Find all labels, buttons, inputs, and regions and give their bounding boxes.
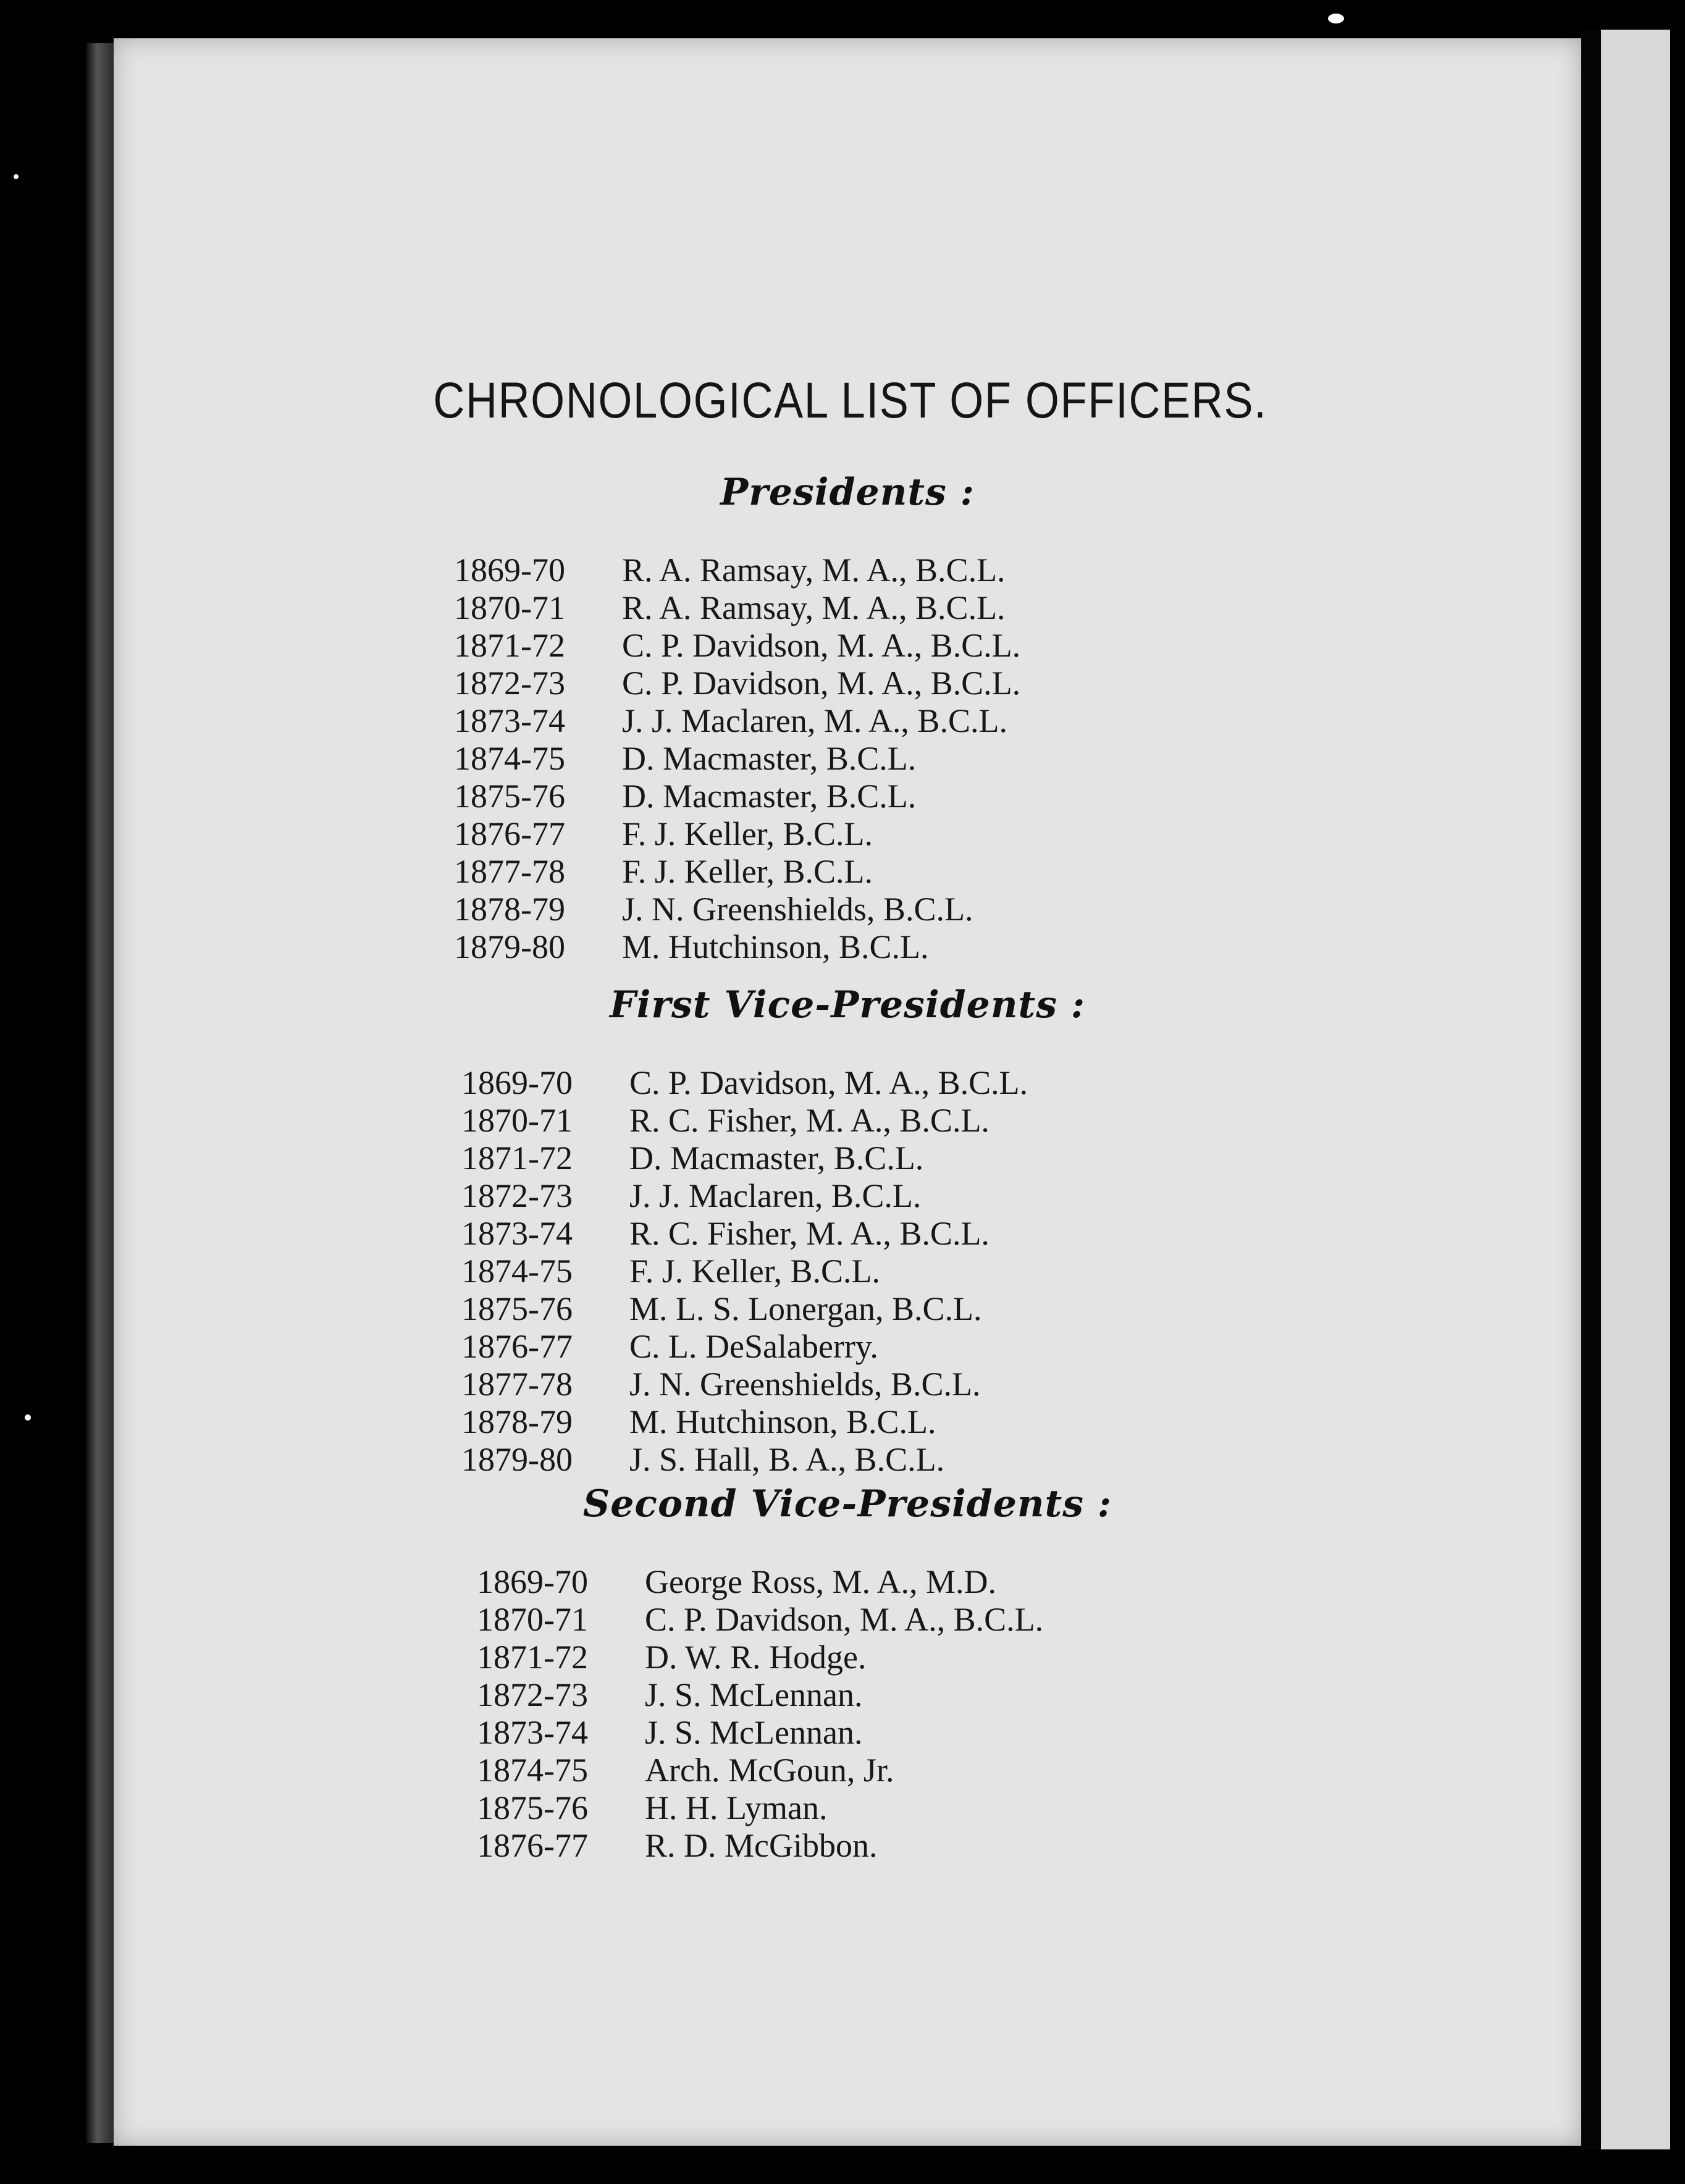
officer-name: J. S. Hall, B. A., B.C.L. — [629, 1441, 945, 1478]
officer-row — [454, 815, 1581, 852]
officer-row — [461, 1403, 1581, 1440]
officer-name: D. Macmaster, B.C.L. — [629, 1140, 924, 1177]
term-years: 1879-80 — [461, 1441, 573, 1478]
officer-row — [454, 664, 1581, 702]
officer-name: F. J. Keller, B.C.L. — [629, 1253, 881, 1290]
term-years: 1872-73 — [477, 1676, 588, 1713]
document-page — [114, 38, 1581, 2146]
officer-name: C. P. Davidson, M. A., B.C.L. — [622, 627, 1021, 664]
section-heading: Presidents : — [720, 471, 975, 514]
officer-row — [454, 626, 1581, 664]
term-years: 1877-78 — [454, 853, 565, 890]
officer-row — [461, 1440, 1581, 1478]
officer-row — [454, 702, 1581, 739]
scan-speck — [14, 174, 19, 179]
term-years: 1869-70 — [477, 1563, 588, 1600]
officer-name: C. P. Davidson, M. A., B.C.L. — [622, 665, 1021, 702]
officer-row — [477, 1676, 1581, 1713]
officer-row — [477, 1751, 1581, 1789]
officer-row — [461, 1139, 1581, 1177]
term-years: 1873-74 — [461, 1215, 573, 1252]
officer-row — [461, 1252, 1581, 1290]
officer-name: R. D. McGibbon. — [645, 1827, 878, 1864]
officer-row — [454, 777, 1581, 815]
presidents-section — [114, 471, 1581, 965]
term-years: 1876-77 — [461, 1328, 573, 1365]
page-title: CHRONOLOGICAL LIST OF OFFICERS. — [433, 372, 1267, 429]
officer-name: D. Macmaster, B.C.L. — [622, 740, 917, 777]
first-vice-presidents-section — [114, 983, 1581, 1478]
officer-row — [461, 1101, 1581, 1139]
officer-row — [454, 589, 1581, 626]
officer-name: J. J. Maclaren, B.C.L. — [629, 1177, 922, 1214]
term-years: 1874-75 — [454, 740, 565, 777]
officer-name: R. A. Ramsay, M. A., B.C.L. — [622, 589, 1006, 626]
term-years: 1875-76 — [461, 1290, 573, 1327]
officer-list — [114, 1563, 1581, 1864]
officer-row — [461, 1365, 1581, 1403]
officer-row — [461, 1177, 1581, 1214]
term-years: 1874-75 — [461, 1253, 573, 1290]
officer-name: J. J. Maclaren, M. A., B.C.L. — [622, 702, 1007, 739]
term-years: 1875-76 — [477, 1789, 588, 1826]
officer-name: J. N. Greenshields, B.C.L. — [629, 1366, 981, 1403]
officer-row — [454, 852, 1581, 890]
officer-row — [477, 1826, 1581, 1864]
term-years: 1873-74 — [454, 702, 565, 739]
term-years: 1870-71 — [461, 1102, 573, 1139]
officer-name: J. S. McLennan. — [645, 1676, 863, 1713]
page-gutter — [1581, 30, 1601, 2149]
officer-name: C. P. Davidson, M. A., B.C.L. — [629, 1064, 1028, 1101]
officer-name: H. H. Lyman. — [645, 1789, 828, 1826]
officer-row — [461, 1064, 1581, 1101]
officer-name: C. P. Davidson, M. A., B.C.L. — [645, 1601, 1044, 1638]
officer-row — [477, 1713, 1581, 1751]
officer-row — [454, 890, 1581, 928]
officer-name: George Ross, M. A., M.D. — [645, 1563, 997, 1600]
term-years: 1870-71 — [477, 1601, 588, 1638]
officer-name: C. L. DeSalaberry. — [629, 1328, 878, 1365]
term-years: 1870-71 — [454, 589, 565, 626]
officer-row — [477, 1638, 1581, 1676]
term-years: 1869-70 — [461, 1064, 573, 1101]
term-years: 1875-76 — [454, 778, 565, 815]
term-years: 1876-77 — [454, 815, 565, 852]
officer-name: Arch. McGoun, Jr. — [645, 1752, 894, 1789]
officer-name: D. Macmaster, B.C.L. — [622, 778, 917, 815]
officer-name: F. J. Keller, B.C.L. — [622, 853, 873, 890]
officer-row — [461, 1290, 1581, 1327]
term-years: 1876-77 — [477, 1827, 588, 1864]
section-heading: Second Vice-Presidents : — [582, 1482, 1112, 1526]
officer-name: D. W. R. Hodge. — [645, 1639, 867, 1676]
officer-row — [454, 928, 1581, 965]
officer-name: R. A. Ramsay, M. A., B.C.L. — [622, 552, 1006, 589]
facing-page-edge — [1601, 30, 1670, 2149]
officer-name: R. C. Fisher, M. A., B.C.L. — [629, 1215, 990, 1252]
officer-row — [454, 739, 1581, 777]
section-heading: First Vice-Presidents : — [609, 983, 1086, 1027]
term-years: 1869-70 — [454, 552, 565, 589]
term-years: 1878-79 — [461, 1403, 573, 1440]
term-years: 1871-72 — [461, 1140, 573, 1177]
scan-speck — [1328, 14, 1344, 23]
officer-row — [477, 1789, 1581, 1826]
officer-list — [114, 1064, 1581, 1478]
term-years: 1872-73 — [454, 665, 565, 702]
officer-name: J. S. McLennan. — [645, 1714, 863, 1751]
term-years: 1879-80 — [454, 928, 565, 965]
term-years: 1872-73 — [461, 1177, 573, 1214]
officer-row — [454, 551, 1581, 589]
officer-name: J. N. Greenshields, B.C.L. — [622, 891, 973, 928]
officer-row — [477, 1600, 1581, 1638]
term-years: 1871-72 — [454, 627, 565, 664]
term-years: 1871-72 — [477, 1639, 588, 1676]
second-vice-presidents-section — [114, 1482, 1581, 1864]
term-years: 1878-79 — [454, 891, 565, 928]
term-years: 1873-74 — [477, 1714, 588, 1751]
officer-list — [114, 551, 1581, 965]
officer-name: M. Hutchinson, B.C.L. — [629, 1403, 936, 1440]
term-years: 1874-75 — [477, 1752, 588, 1789]
officer-name: R. C. Fisher, M. A., B.C.L. — [629, 1102, 990, 1139]
term-years: 1877-78 — [461, 1366, 573, 1403]
scan-speck — [25, 1414, 31, 1421]
officer-row — [461, 1214, 1581, 1252]
officer-row — [477, 1563, 1581, 1600]
officer-name: F. J. Keller, B.C.L. — [622, 815, 873, 852]
officer-name: M. Hutchinson, B.C.L. — [622, 928, 929, 965]
officer-name: M. L. S. Lonergan, B.C.L. — [629, 1290, 982, 1327]
book-spine-edge — [86, 43, 114, 2143]
officer-row — [461, 1327, 1581, 1365]
